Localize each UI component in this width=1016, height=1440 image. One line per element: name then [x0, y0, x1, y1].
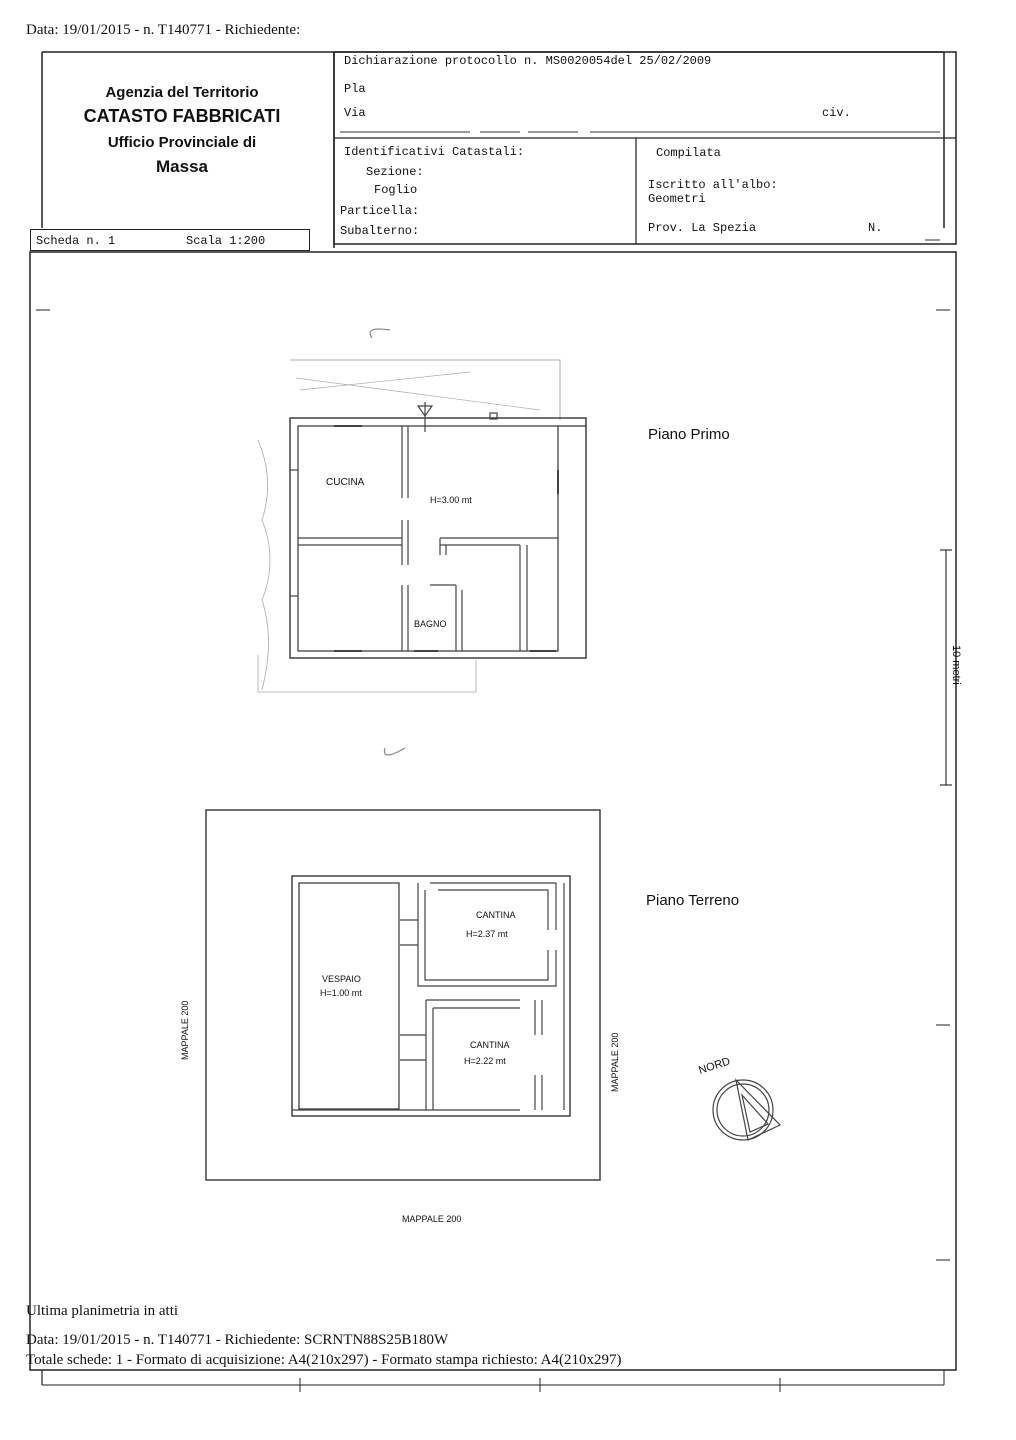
foglio-label: Foglio — [374, 183, 418, 197]
room-cantina-1: CANTINA — [476, 910, 516, 920]
room-bagno: BAGNO — [414, 619, 447, 629]
mappale-bottom: MAPPALE 200 — [402, 1214, 462, 1224]
scale-bar-label: 10 metri — [950, 645, 962, 685]
height-vespaio: H=1.00 mt — [320, 988, 362, 998]
n-label: N. — [868, 221, 883, 235]
room-cantina-2: CANTINA — [470, 1040, 510, 1050]
label-piano-primo: Piano Primo — [648, 426, 730, 443]
compilata-label: Compilata — [656, 146, 721, 160]
identificativi-label: Identificativi Catastali: — [344, 145, 525, 159]
room-cucina: CUCINA — [326, 477, 365, 488]
iscritto-label: Iscritto all'albo: — [648, 178, 778, 192]
footer-request-line: Data: 19/01/2015 - n. T140771 - Richiedente: SCRNTN88S25B180W — [26, 1332, 449, 1348]
office-label: Ufficio Provinciale di — [107, 134, 257, 151]
agency-name: Agenzia del Territorio — [105, 84, 259, 101]
sezione-label: Sezione: — [366, 165, 424, 179]
particella-label: Particella: — [340, 204, 420, 218]
height-cantina-2: H=2.22 mt — [464, 1056, 506, 1066]
declaration-protocol: Dichiarazione protocollo n. MS0020054del 25/02/2009 — [344, 54, 712, 68]
mappale-left: MAPPALE 200 — [180, 1000, 190, 1060]
civ-label: civ. — [822, 106, 851, 120]
office-city: Massa — [156, 157, 208, 176]
mappale-right: MAPPALE 200 — [610, 1032, 620, 1092]
footer-last-plan: Ultima planimetria in atti — [26, 1303, 179, 1319]
top-request-line: Data: 19/01/2015 - n. T140771 - Richiedente: — [26, 22, 301, 38]
scheda-scale: Scala 1:200 — [186, 234, 266, 248]
catasto-title: CATASTO FABBRICATI — [83, 106, 281, 126]
room-vespaio: VESPAIO — [322, 974, 361, 984]
subalterno-label: Subalterno: — [340, 224, 420, 238]
height-cantina-1: H=2.37 mt — [466, 929, 508, 939]
via-label: Via — [344, 106, 366, 120]
north-label: NORD — [697, 1055, 732, 1077]
label-piano-terreno: Piano Terreno — [646, 892, 740, 909]
planimetria-label: Pla — [344, 82, 366, 96]
scheda-number: Scheda n. 1 — [36, 234, 116, 248]
height-piano-primo: H=3.00 mt — [430, 495, 472, 505]
provincia-label: Prov. La Spezia — [648, 221, 757, 235]
footer-format-line: Totale schede: 1 - Formato di acquisizione: A4(210x297) - Formato stampa richiesto: A4(210x297) — [26, 1352, 622, 1368]
geometri-label: Geometri — [648, 192, 706, 206]
